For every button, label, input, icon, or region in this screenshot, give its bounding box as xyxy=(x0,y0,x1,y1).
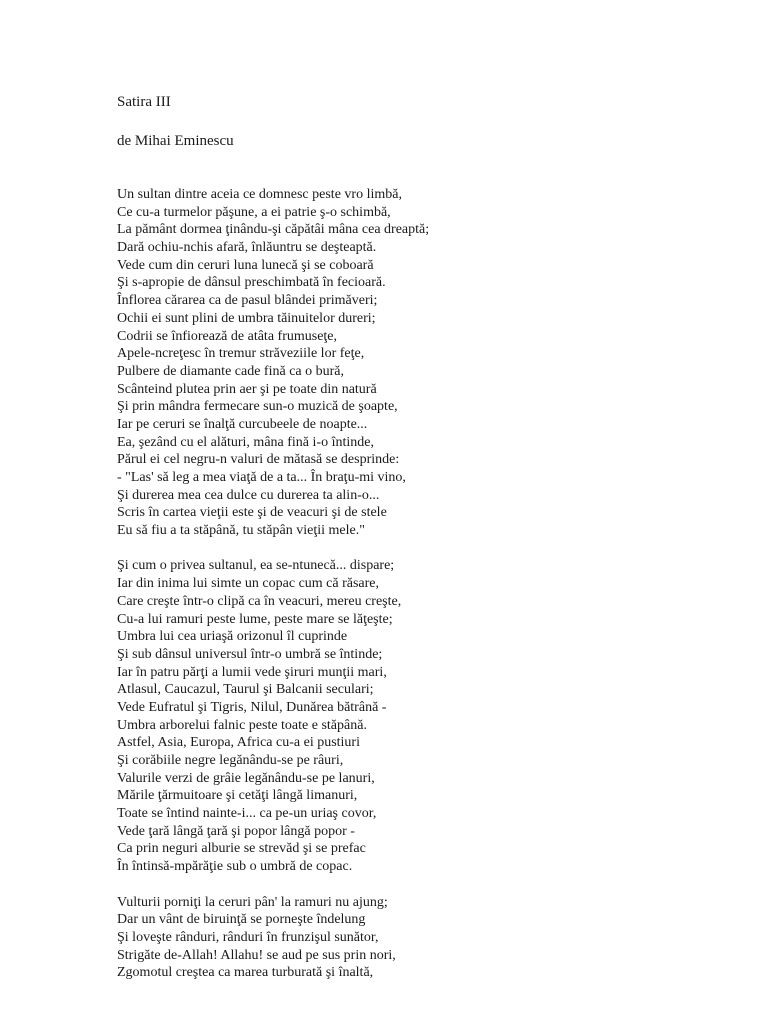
verse-line: Apele-ncreţesc în tremur străveziile lor feţe, xyxy=(117,346,365,362)
verse-line: Toate se întind nainte-i... ca pe-un uriaş covor, xyxy=(117,806,377,822)
verse-line: Umbra arborelui falnic peste toate e stăpână. xyxy=(117,717,367,733)
verse-line: Zgomotul creştea ca marea turburată şi înaltă, xyxy=(117,965,374,981)
verse-line: Şi corăbiile negre legănându-se pe râuri, xyxy=(117,753,344,768)
verse-line: Vulturii porniţi la ceruri pân' la ramuri nu ajung; xyxy=(117,894,388,910)
verse-line: Şi cum o privea sultanul, ea se-ntunecă... dispare; xyxy=(117,558,395,574)
verse-line: Vede cum din ceruri luna lunecă şi se coboară xyxy=(117,257,374,273)
verse-line: Ochii ei sunt plini de umbra tăinuitelor dureri; xyxy=(117,310,376,326)
verse-line: Mările ţărmuitoare şi cetăţi lângă limanuri, xyxy=(117,788,358,804)
verse-line: Scris în cartea vieţii este şi de veacuri şi de stele xyxy=(117,505,387,521)
verse-line: Şi loveşte rânduri, rânduri în frunzişul sunător, xyxy=(117,929,379,945)
stanza xyxy=(117,894,737,982)
verse-line: Astfel, Asia, Europa, Africa cu-a ei pustiuri xyxy=(117,735,360,751)
verse-line: Şi prin mândra fermecare sun-o muzică de şoapte, xyxy=(117,399,398,415)
verse-line: Şi s-apropie de dânsul preschimbată în fecioară. xyxy=(117,275,386,291)
verse-line: Iar pe ceruri se înalţă curcubeele de noapte... xyxy=(117,416,368,432)
verse-line: Cu-a lui ramuri peste lume, peste mare se lăţeşte; xyxy=(117,611,393,627)
verse-line: Un sultan dintre aceia ce domnesc peste vro limbă, xyxy=(117,187,402,202)
verse-line: Iar din inima lui simte un copac cum că răsare, xyxy=(117,576,380,592)
poem-author: de Mihai Eminescu xyxy=(117,133,234,149)
verse-line: Umbra lui cea uriaşă orizonul îl cuprinde xyxy=(117,629,348,645)
poem-title: Satira III xyxy=(117,94,171,110)
verse-line: Vede Eufratul şi Tigris, Nilul, Dunărea bătrână - xyxy=(117,699,387,715)
verse-line: Codrii se înfiorează de atâta frumuseţe, xyxy=(117,328,338,344)
verse-line: Dară ochiu-nchis afară, înlăuntru se deşteaptă. xyxy=(117,240,377,256)
verse-line: Pulbere de diamante cade fină ca o bură, xyxy=(117,363,345,379)
verse-line: Atlasul, Caucazul, Taurul şi Balcanii seculari; xyxy=(117,682,374,698)
stanza xyxy=(117,557,737,875)
verse-line: Strigăte de-Allah! Allahu! se aud pe sus prin nori, xyxy=(117,947,396,963)
verse-line: - "Las' să leg a mea viaţă de a ta... În braţu-mi vino, xyxy=(117,470,406,485)
verse-line: Şi sub dânsul universul într-o umbră se întinde; xyxy=(117,646,383,662)
verse-line: Care creşte într-o clipă ca în veacuri, mereu creşte, xyxy=(117,593,402,609)
verse-line: La pământ dormea ţinându-şi căpătâi mâna cea dreaptă; xyxy=(117,222,430,238)
poem-body xyxy=(117,186,737,982)
stanza xyxy=(117,186,737,540)
verse-line: Eu să fiu a ta stăpână, tu stăpân vieţii mele." xyxy=(117,523,365,539)
verse-line: Vede ţară lângă ţară şi popor lângă popor - xyxy=(117,823,355,839)
verse-line: Şi durerea mea cea dulce cu durerea ta alin-o... xyxy=(117,487,380,503)
verse-line: Scânteind plutea prin aer şi pe toate din natură xyxy=(117,381,377,397)
verse-line: Înflorea cărarea ca de pasul blândei primăveri; xyxy=(117,293,378,309)
verse-line: Ea, şezând cu el alături, mâna fină i-o întinde, xyxy=(117,434,374,450)
verse-line: Ce cu-a turmelor păşune, a ei patrie ş-o schimbă, xyxy=(117,204,391,220)
verse-line: Dar un vânt de biruinţă se porneşte îndelung xyxy=(117,912,366,928)
verse-line: Iar în patru părţi a lumii vede şiruri munţii mari, xyxy=(117,664,387,680)
verse-line: Părul ei cel negru-n valuri de mătasă se desprinde: xyxy=(117,452,400,468)
verse-line: Valurile verzi de grâie legănându-se pe lanuri, xyxy=(117,770,375,786)
verse-line: În întinsă-mpărăţie sub o umbră de copac. xyxy=(117,859,353,875)
verse-line: Ca prin neguri alburie se strevăd şi se prefac xyxy=(117,841,366,857)
